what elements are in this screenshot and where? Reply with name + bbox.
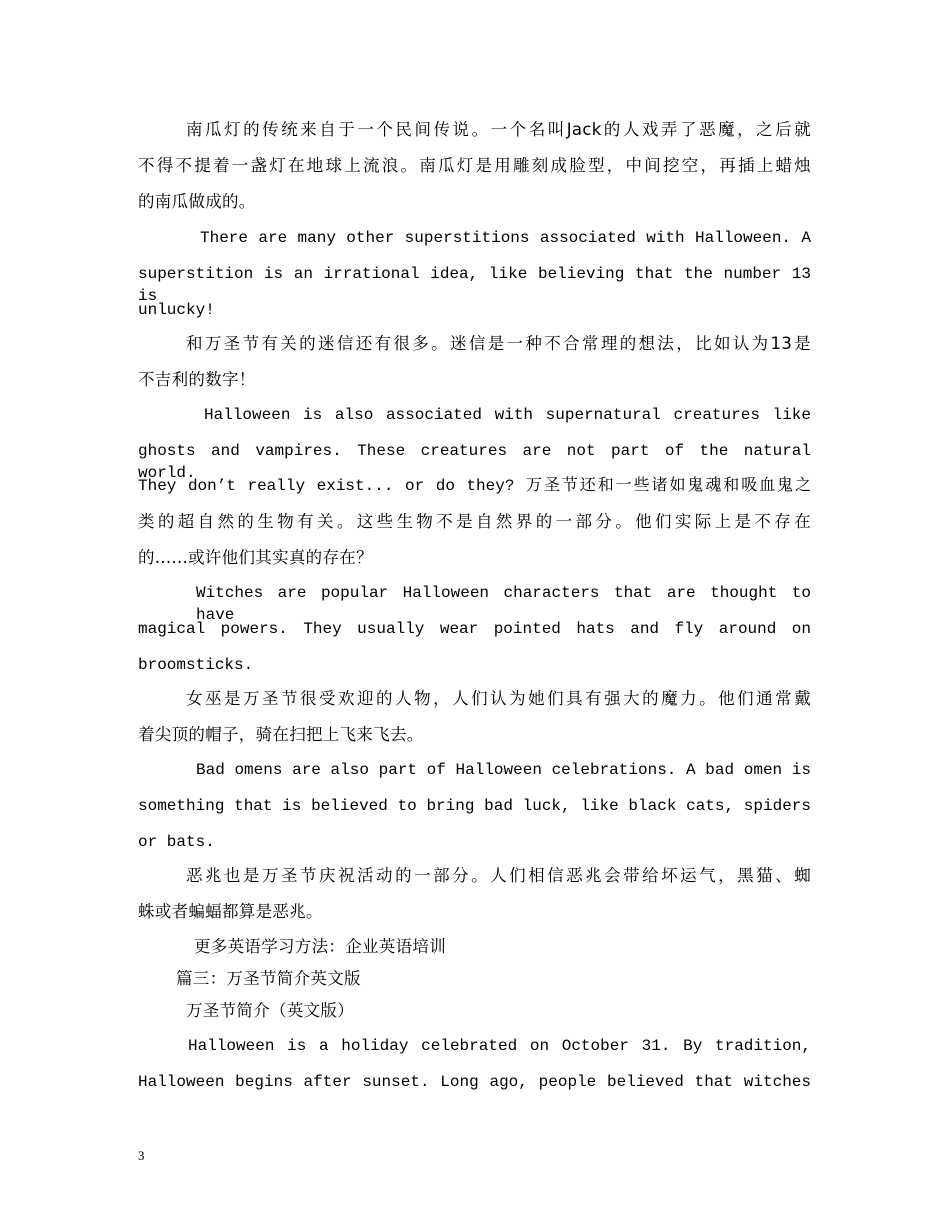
section-heading: 篇三：万圣节简介英文版: [176, 969, 361, 988]
text-line: 类的超自然的生物有关。这些生物不是自然界的一部分。他们实际上是不存在: [138, 512, 811, 531]
text-line: Bad omens are also part of Halloween celebrations. A bad omen is: [196, 761, 811, 779]
text-line: Halloween is also associated with supernatural creatures like: [204, 406, 811, 424]
text-line: 恶兆也是万圣节庆祝活动的一部分。人们相信恶兆会带给坏运气，黑猫、蜘: [186, 866, 811, 885]
text-line: or bats.: [138, 833, 215, 851]
text-line: Halloween begins after sunset. Long ago, people believed that witches: [138, 1073, 811, 1091]
text-line: ghosts and vampires. These creatures are not part of the natural world.: [138, 442, 811, 482]
text-line: magical powers. They usually wear pointed hats and fly around on: [138, 620, 811, 638]
text-line: Witches are popular Halloween characters that are thought to have: [196, 584, 811, 624]
text-line: There are many other superstitions associated with Halloween. A: [200, 229, 811, 247]
text-line: They don’t really exist... or do they? 万圣节还和一些诸如鬼魂和吸血鬼之: [138, 477, 811, 495]
text-line: 的南瓜做成的。: [138, 192, 256, 211]
text-line: 南瓜灯的传统来自于一个民间传说。一个名叫Jack的人戏弄了恶魔，之后就: [186, 120, 811, 139]
text-line: 和万圣节有关的迷信还有很多。迷信是一种不合常理的想法，比如认为13是: [186, 334, 811, 353]
text-line: unlucky!: [138, 301, 215, 319]
text-line: 不吉利的数字！: [138, 370, 256, 389]
text-line: broomsticks.: [138, 656, 254, 674]
text-line: superstition is an irrational idea, like believing that the number 13 is: [138, 265, 811, 305]
text-line: 的......或许他们其实真的存在？: [138, 548, 373, 567]
page-number: 3: [138, 1148, 145, 1163]
text-line: 女巫是万圣节很受欢迎的人物，人们认为她们具有强大的魔力。他们通常戴: [186, 689, 811, 708]
text-line: 蛛或者蝙蝠都算是恶兆。: [138, 902, 323, 921]
text-line: something that is believed to bring bad luck, like black cats, spiders: [138, 797, 811, 815]
text-line: 更多英语学习方法：企业英语培训: [194, 937, 446, 956]
text-line: 着尖顶的帽子，骑在扫把上飞来飞去。: [138, 725, 424, 744]
text-line: Halloween is a holiday celebrated on October 31. By tradition,: [188, 1037, 811, 1055]
text-line: 不得不提着一盏灯在地球上流浪。南瓜灯是用雕刻成脸型，中间挖空，再插上蜡烛: [138, 156, 811, 175]
section-subheading: 万圣节简介（英文版）: [186, 1001, 354, 1020]
